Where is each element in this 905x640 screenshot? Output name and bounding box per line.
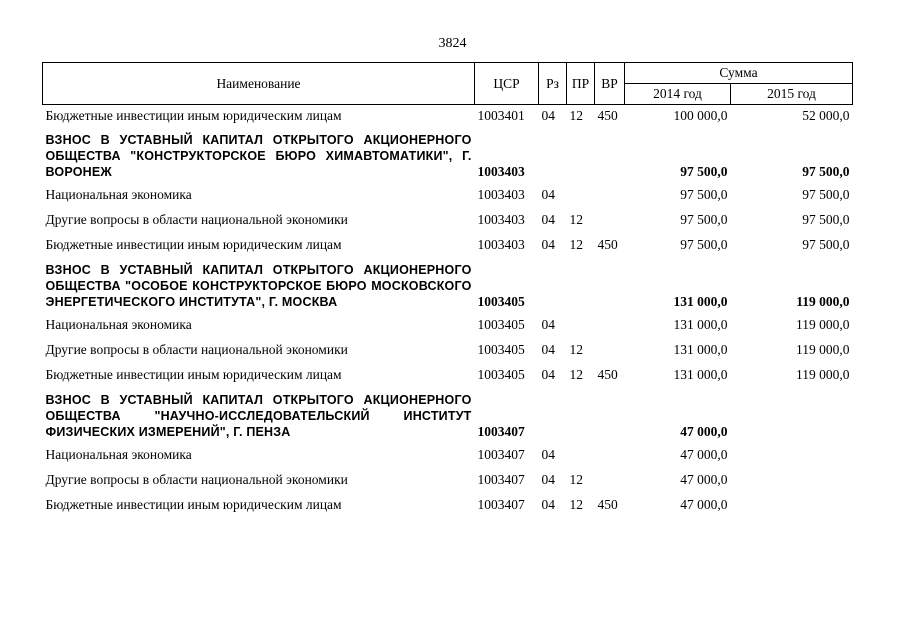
cell-pr: 12 bbox=[569, 211, 583, 227]
cell-vr bbox=[595, 467, 625, 492]
table-row-heading bbox=[43, 127, 853, 182]
cell-s2014: 131 000,0 bbox=[673, 294, 728, 309]
cell-csr: 1003403 bbox=[477, 236, 525, 252]
cell-vr: 450 bbox=[597, 496, 618, 512]
cell-s2014: 97 500,0 bbox=[680, 211, 728, 227]
cell-vr: 450 bbox=[597, 108, 618, 123]
cell-csr: 1003401 bbox=[477, 108, 525, 123]
cell-name: Бюджетные инвестиции иным юридическим лицам bbox=[45, 366, 342, 382]
cell-csr: 1003403 bbox=[477, 211, 525, 227]
cell-csr: 1003405 bbox=[477, 316, 525, 332]
cell-s2015: 119 000,0 bbox=[796, 341, 850, 357]
table-row bbox=[43, 105, 853, 128]
cell-pr bbox=[567, 387, 595, 442]
cell-s2014: 47 000,0 bbox=[680, 424, 728, 439]
cell-s2014: 47 000,0 bbox=[680, 471, 728, 487]
cell-vr bbox=[595, 257, 625, 312]
cell-s2015: 97 500,0 bbox=[802, 186, 850, 202]
cell-vr bbox=[595, 442, 625, 467]
cell-s2015 bbox=[731, 467, 853, 492]
cell-csr: 1003407 bbox=[477, 424, 525, 439]
cell-vr bbox=[595, 207, 625, 232]
cell-s2015: 119 000,0 bbox=[796, 366, 850, 382]
cell-s2015: 97 500,0 bbox=[802, 236, 850, 252]
cell-csr: 1003405 bbox=[477, 341, 525, 357]
table-header bbox=[43, 63, 853, 105]
table-body bbox=[43, 105, 853, 518]
cell-s2014: 131 000,0 bbox=[673, 316, 728, 332]
cell-csr: 1003403 bbox=[477, 186, 525, 202]
cell-s2014: 131 000,0 bbox=[673, 341, 728, 357]
cell-rz: 04 bbox=[541, 108, 555, 123]
table-row bbox=[43, 362, 853, 387]
header-csr: ЦСР bbox=[475, 63, 539, 105]
cell-vr bbox=[595, 127, 625, 182]
table-row bbox=[43, 182, 853, 207]
header-sum: Сумма bbox=[625, 63, 853, 84]
header-name: Наименование bbox=[43, 63, 475, 105]
table-row bbox=[43, 337, 853, 362]
table-row-heading bbox=[43, 387, 853, 442]
cell-vr bbox=[595, 312, 625, 337]
cell-pr: 12 bbox=[569, 108, 583, 123]
table-row bbox=[43, 467, 853, 492]
header-year-2015: 2015 год bbox=[731, 84, 853, 105]
cell-s2015: 119 000,0 bbox=[796, 294, 850, 309]
cell-rz bbox=[539, 387, 567, 442]
cell-vr bbox=[595, 182, 625, 207]
cell-s2014: 100 000,0 bbox=[673, 108, 728, 123]
cell-s2014: 97 500,0 bbox=[680, 186, 728, 202]
cell-s2014: 47 000,0 bbox=[680, 446, 728, 462]
table-row bbox=[43, 442, 853, 467]
header-rz: Рз bbox=[539, 63, 567, 105]
cell-name: Другие вопросы в области национальной экономики bbox=[45, 341, 348, 357]
cell-rz bbox=[539, 257, 567, 312]
cell-pr: 12 bbox=[569, 496, 583, 512]
cell-pr bbox=[567, 182, 595, 207]
table-row bbox=[43, 232, 853, 257]
cell-s2015: 119 000,0 bbox=[796, 316, 850, 332]
cell-name: Другие вопросы в области национальной экономики bbox=[45, 211, 348, 227]
cell-name: ВЗНОС В УСТАВНЫЙ КАПИТАЛ ОТКРЫТОГО АКЦИОНЕРНОГО ОБЩЕСТВА "ОСОБОЕ КОНСТРУКТОРСКОЕ БЮРО МОСКОВСКОГО ЭНЕРГЕТИЧЕСКОГО ИНСТИТУТА", Г. МОСКВА bbox=[45, 263, 472, 309]
cell-csr: 1003407 bbox=[477, 471, 525, 487]
cell-pr: 12 bbox=[569, 366, 583, 382]
cell-csr: 1003407 bbox=[477, 496, 525, 512]
table-row bbox=[43, 207, 853, 232]
cell-rz: 04 bbox=[541, 341, 555, 357]
cell-s2014: 47 000,0 bbox=[680, 496, 728, 512]
cell-s2014: 97 500,0 bbox=[680, 236, 728, 252]
cell-pr: 12 bbox=[569, 341, 583, 357]
cell-pr: 12 bbox=[569, 471, 583, 487]
cell-vr: 450 bbox=[597, 236, 618, 252]
cell-name: Национальная экономика bbox=[45, 186, 192, 202]
cell-rz: 04 bbox=[541, 316, 555, 332]
cell-name: Национальная экономика bbox=[45, 316, 192, 332]
cell-s2015: 97 500,0 bbox=[802, 164, 850, 179]
cell-pr: 12 bbox=[569, 236, 583, 252]
cell-name: Национальная экономика bbox=[45, 446, 192, 462]
cell-rz: 04 bbox=[541, 446, 555, 462]
table-row-heading bbox=[43, 257, 853, 312]
cell-name: ВЗНОС В УСТАВНЫЙ КАПИТАЛ ОТКРЫТОГО АКЦИОНЕРНОГО ОБЩЕСТВА "НАУЧНО-ИССЛЕДОВАТЕЛЬСКИЙ ИНСТИТУТ ФИЗИЧЕСКИХ ИЗМЕРЕНИЙ", Г. ПЕНЗА bbox=[45, 393, 472, 439]
cell-s2015: 52 000,0 bbox=[802, 108, 850, 123]
cell-name: ВЗНОС В УСТАВНЫЙ КАПИТАЛ ОТКРЫТОГО АКЦИОНЕРНОГО ОБЩЕСТВА "КОНСТРУКТОРСКОЕ БЮРО ХИМАВТОМАТИКИ", Г. ВОРОНЕЖ bbox=[45, 133, 472, 179]
cell-rz bbox=[539, 127, 567, 182]
cell-name: Бюджетные инвестиции иным юридическим лицам bbox=[45, 108, 342, 123]
header-year-2014: 2014 год bbox=[625, 84, 731, 105]
cell-name: Бюджетные инвестиции иным юридическим лицам bbox=[45, 496, 342, 512]
cell-s2015 bbox=[731, 442, 853, 467]
cell-rz: 04 bbox=[541, 471, 555, 487]
table-row bbox=[43, 312, 853, 337]
cell-rz: 04 bbox=[541, 236, 555, 252]
cell-rz: 04 bbox=[541, 211, 555, 227]
cell-s2014: 131 000,0 bbox=[673, 366, 728, 382]
cell-rz: 04 bbox=[541, 186, 555, 202]
cell-csr: 1003405 bbox=[477, 366, 525, 382]
cell-pr bbox=[567, 257, 595, 312]
header-pr: ПР bbox=[567, 63, 595, 105]
table-row bbox=[43, 492, 853, 517]
header-vr: ВР bbox=[595, 63, 625, 105]
page-number: 3824 bbox=[438, 36, 467, 51]
cell-name: Другие вопросы в области национальной экономики bbox=[45, 471, 348, 487]
cell-csr: 1003405 bbox=[477, 294, 525, 309]
cell-name: Бюджетные инвестиции иным юридическим лицам bbox=[45, 236, 342, 252]
cell-vr: 450 bbox=[597, 366, 618, 382]
budget-table bbox=[42, 62, 853, 517]
cell-vr bbox=[595, 387, 625, 442]
cell-csr: 1003403 bbox=[477, 164, 525, 179]
cell-rz: 04 bbox=[541, 366, 555, 382]
cell-vr bbox=[595, 337, 625, 362]
cell-rz: 04 bbox=[541, 496, 555, 512]
cell-pr bbox=[567, 442, 595, 467]
cell-csr: 1003407 bbox=[477, 446, 525, 462]
cell-s2015 bbox=[731, 387, 853, 442]
cell-pr bbox=[567, 127, 595, 182]
cell-s2015 bbox=[731, 492, 853, 517]
cell-pr bbox=[567, 312, 595, 337]
cell-s2015: 97 500,0 bbox=[802, 211, 850, 227]
cell-s2014: 97 500,0 bbox=[680, 164, 728, 179]
